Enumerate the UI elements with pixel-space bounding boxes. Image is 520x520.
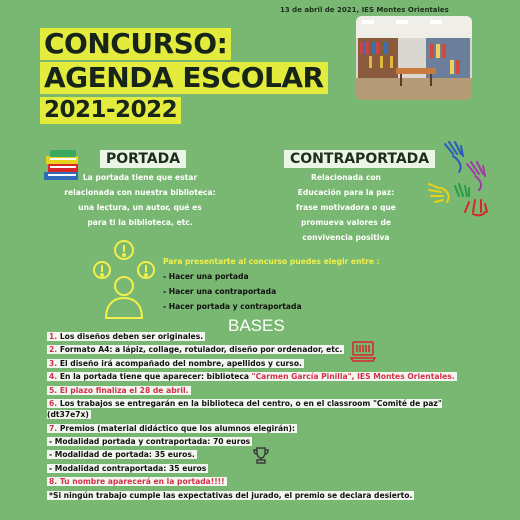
portada-line: para ti la biblioteca, etc. [87,218,193,227]
portada-line: una lectura, un autor, qué es [78,203,202,212]
elegir-option: - Hacer una contraportada [163,287,277,296]
item-text: Tu nombre aparecerá en la portada!!!! [59,477,225,487]
item-text: Los diseños deben ser originales. [59,332,204,341]
item-text: El diseño irá acompañado del nombre, apellidos y curso. [59,358,302,368]
portada-line: relacionada con nuestra biblioteca: [64,188,216,197]
bases-list [47,331,487,503]
idea-person-icon [92,236,156,326]
contraportada-line: promueva valores de [300,218,392,227]
title-line-2: AGENDA ESCOLAR [40,62,328,94]
contraportada-line: frase motivadora o que [296,203,396,212]
item-text: Premios (material didáctico que los alumnos elegirán): [59,423,296,433]
title-line-3: 2021-2022 [40,97,181,124]
contraportada-description [276,170,416,245]
item-number: 8. [49,477,58,487]
list-item [47,344,487,355]
elegir-block [163,254,380,314]
item-text: - Modalidad de portada: 35 euros. [49,450,195,460]
portada-line: La portada tiene que estar [82,173,198,182]
list-item [47,463,487,474]
item-number: 4. [49,372,58,382]
date-caption: 13 de abril de 2021, IES Montes Orientales [280,6,449,14]
contraportada-line: Relacionada con [311,173,381,182]
bases-heading: BASES [228,316,285,335]
item-number: 6. [49,398,58,408]
elegir-option: - Hacer una portada [163,272,249,281]
title-line-1: CONCURSO: [40,28,231,60]
library-photo [356,16,472,100]
laptop-icon [350,340,376,362]
item-text: En la portada tiene que aparecer: biblioteca [59,372,252,382]
item-text: - Modalidad contraportada: 35 euros [49,463,207,473]
item-text: *Si ningún trabajo cumple las expectativas del jurado, el premio se declara desierto. [49,490,413,500]
item-text: Formato A4: a lápiz, collage, rotulador, diseño por ordenador, etc. [59,345,343,355]
list-item [47,371,487,382]
item-text: El plazo finaliza el 28 de abril. [59,385,189,395]
list-item [47,423,487,434]
item-number: 7. [49,423,58,433]
list-item [47,398,487,421]
list-item [47,331,487,342]
elegir-lead: Para presentarte al concurso puedes elegir entre : [163,257,380,266]
list-item [47,358,487,369]
portada-description [50,170,230,230]
portada-heading: PORTADA [100,150,186,168]
item-number: 3. [49,358,58,368]
list-item [47,490,487,501]
elegir-option: - Hacer portada y contraportada [163,302,302,311]
list-item [47,385,487,396]
item-text: - Modalidad portada y contraportada: 70 euros [49,437,251,447]
contraportada-line: Educación para la paz: [297,188,395,197]
list-item [47,476,487,487]
trophy-icon [252,446,270,464]
item-highlight: "Carmen García Pinilla", IES Montes Orientales. [251,372,455,382]
item-number: 5. [49,385,58,395]
colorful-hands-icon [425,140,495,220]
item-text: Los trabajos se entregarán en la biblioteca del centro, o en el classroom "Comité de paz" (dt37e7x) [47,398,442,420]
item-number: 1. [49,332,58,341]
contraportada-line: convivencia positiva [302,233,390,242]
contraportada-heading: CONTRAPORTADA [284,150,435,168]
item-number: 2. [49,345,58,355]
